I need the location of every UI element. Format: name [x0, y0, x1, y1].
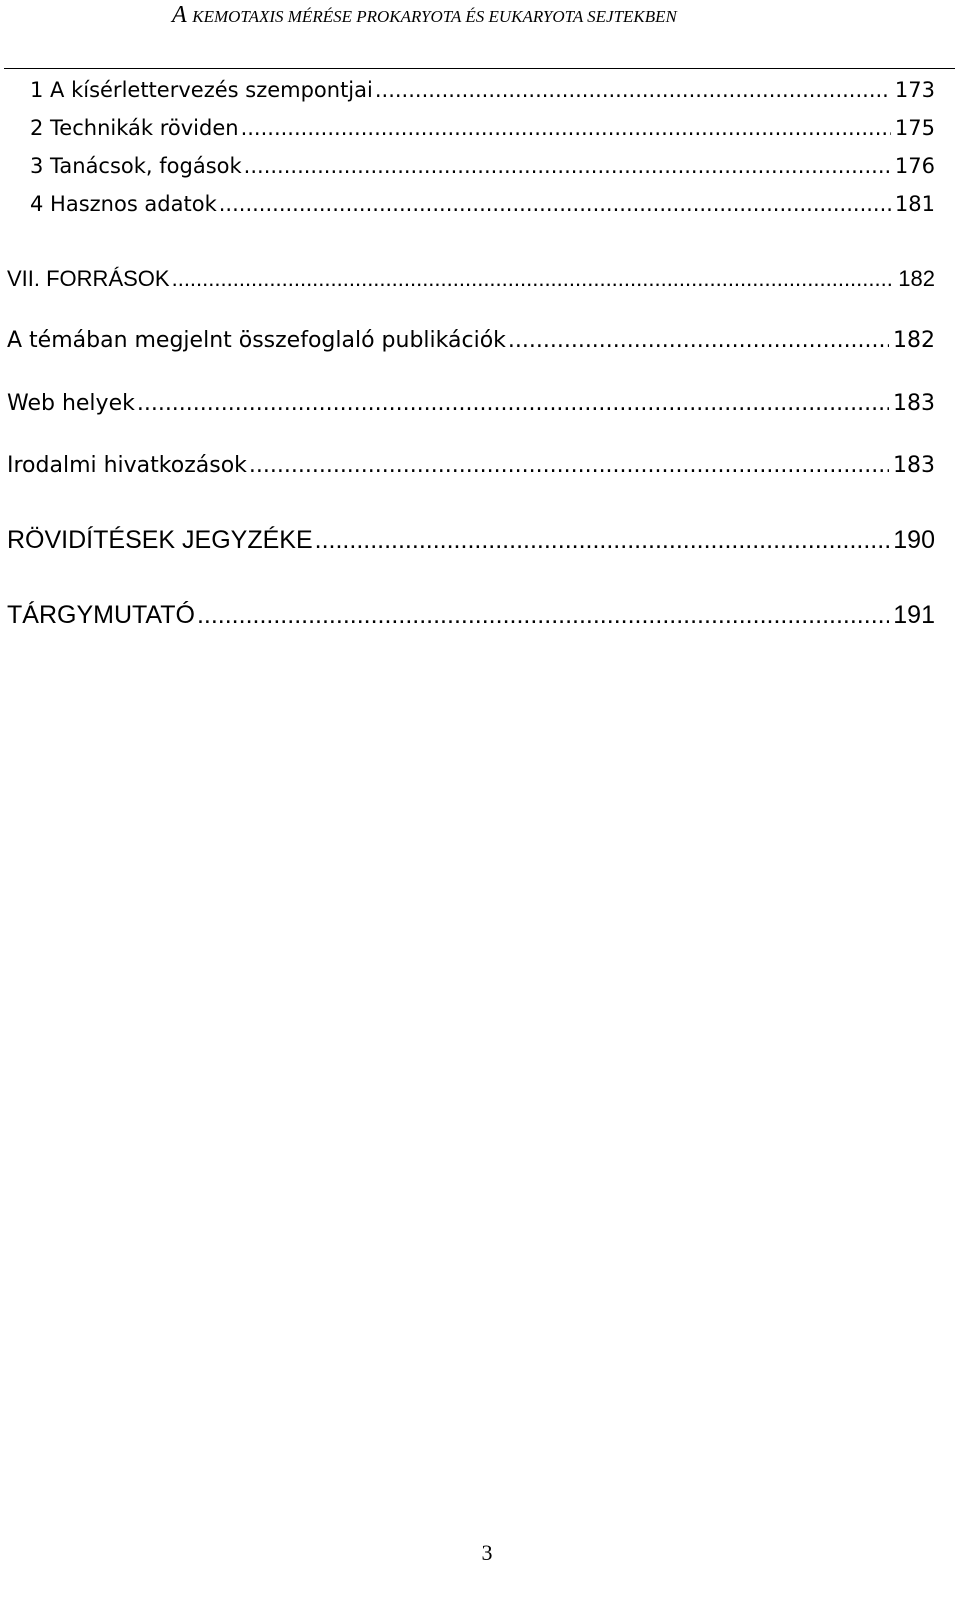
toc-entry-index[interactable]: [7, 601, 935, 630]
dot-leader: [375, 78, 891, 102]
toc-entry-page: 183: [893, 453, 935, 478]
toc-entry-label: 2 Technikák röviden: [30, 116, 239, 140]
running-header-title: KEMOTAXIS MÉRÉSE PROKARYOTA ÉS EUKARYOTA SEJTEKBEN: [192, 7, 677, 26]
dot-leader: [244, 154, 891, 178]
running-header: [172, 2, 677, 29]
toc-entry-useful-data[interactable]: [30, 192, 935, 216]
toc-entry-label: 3 Tanácsok, fogások: [30, 154, 242, 178]
toc-entry-label: RÖVIDÍTÉSEK JEGYZÉKE: [7, 526, 313, 554]
toc-entry-label: 1 A kísérlettervezés szempontjai: [30, 78, 373, 102]
toc-entry-web-sites[interactable]: [7, 391, 935, 416]
toc-entry-label: Web helyek: [7, 391, 135, 416]
toc-entry-page: 183: [893, 391, 935, 416]
dot-leader: [241, 116, 891, 140]
toc-entry-abbreviations[interactable]: [7, 526, 935, 555]
dot-leader: [172, 266, 895, 292]
toc-entry-page: 173: [894, 78, 935, 102]
toc-entry-references[interactable]: [7, 453, 935, 478]
toc-entry-page: 191: [893, 601, 935, 629]
dot-leader: [249, 453, 889, 478]
toc-entry-page: 182: [893, 328, 935, 353]
dot-leader: [219, 192, 891, 216]
toc-entry-experiment-design[interactable]: [30, 78, 935, 102]
toc-entry-label: VII. FORRÁSOK: [7, 266, 170, 291]
toc-entry-page: 175: [894, 116, 935, 140]
toc-entry-techniques[interactable]: [30, 116, 935, 140]
toc-entry-label: 4 Hasznos adatok: [30, 192, 217, 216]
toc-entry-page: 181: [894, 192, 935, 216]
toc-entry-review-publications[interactable]: [7, 328, 935, 353]
dot-leader: [508, 328, 889, 353]
dot-leader: [315, 526, 890, 555]
toc-entry-page: 182: [898, 266, 935, 291]
dot-leader: [197, 601, 889, 630]
toc-entry-page: 190: [893, 526, 935, 554]
toc-entry-tips[interactable]: [30, 154, 935, 178]
dot-leader: [137, 391, 889, 416]
toc-entry-label: A témában megjelnt összefoglaló publikációk: [7, 328, 506, 353]
page-number: 3: [481, 1540, 493, 1565]
toc-entry-sources[interactable]: [7, 266, 935, 292]
toc-entry-page: 176: [894, 154, 935, 178]
toc-entry-label: Irodalmi hivatkozások: [7, 453, 247, 478]
toc-entry-label: TÁRGYMUTATÓ: [7, 601, 195, 629]
running-header-initial: A: [172, 2, 187, 28]
header-divider: [4, 68, 955, 69]
